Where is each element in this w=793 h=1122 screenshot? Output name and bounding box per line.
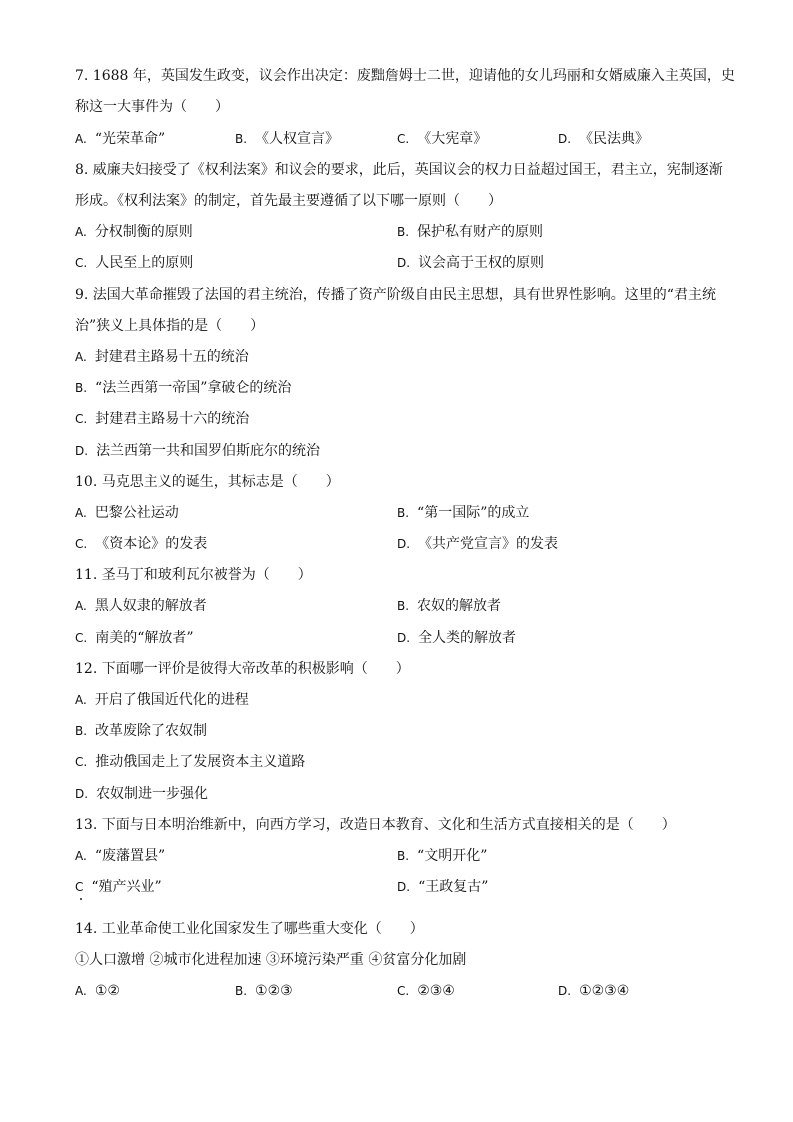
option-text: 全人类的解放者: [418, 630, 517, 646]
option-letter: C.: [75, 537, 88, 551]
option-text: 《民法典》: [579, 131, 650, 147]
option-text: 黑人奴隶的解放者: [94, 598, 207, 614]
question-14-stem-line-1: 14. 工业革命使工业化国家发生了哪些重大变化（ ）: [75, 921, 424, 937]
question-11-option-d: [397, 628, 516, 648]
option-text: “第一国际”的成立: [417, 505, 530, 521]
question-13-option-a: [75, 846, 165, 866]
question-8-option-d: [397, 253, 544, 273]
option-text: “王政复古”: [418, 879, 489, 895]
question-13-option-d: [397, 877, 488, 897]
question-14-option-d: [558, 981, 629, 1001]
question-9-stem-line-1: 9. 法国大革命摧毁了法国的君主统治，传播了资产阶级自由民主思想，具有世界性影响。这里的“君主统: [75, 287, 716, 303]
question-13-option-b: [397, 846, 487, 866]
option-text: “法兰西第一帝国”拿破仑的统治: [95, 380, 292, 396]
question-9-option-a: [75, 347, 249, 367]
option-text: 议会高于王权的原则: [418, 255, 545, 271]
question-9-option-c: [75, 409, 249, 429]
question-10-option-a: [75, 503, 179, 523]
option-text: ①②③: [255, 983, 293, 999]
option-text: 人民至上的原则: [95, 255, 194, 271]
option-letter: B.: [397, 849, 410, 863]
question-8-stem-line-2: 形成。《权利法案》的制定，首先最主要遵循了以下哪一原则（ ）: [75, 193, 502, 209]
question-8-option-c: [75, 253, 193, 273]
question-10-option-d: [397, 534, 558, 554]
option-text: 农奴的解放者: [417, 598, 502, 614]
question-7-stem-line-2: 称这一大事件为（ ）: [75, 99, 229, 115]
question-14-stem-line-2: ①人口激增 ②城市化进程加速 ③环境污染严重 ④贫富分化加剧: [75, 952, 467, 968]
question-11-option-c: [75, 628, 194, 648]
option-letter: D.: [397, 631, 411, 645]
option-letter: C.: [75, 256, 88, 270]
question-14-option-c: [397, 981, 455, 1001]
option-letter: D.: [397, 537, 411, 551]
question-14-option-b: [235, 981, 293, 1001]
option-letter: B.: [235, 132, 248, 146]
option-letter: A.: [75, 506, 87, 520]
question-12-option-b: [75, 721, 207, 741]
option-letter: C.: [75, 755, 88, 769]
option-letter: C.: [397, 132, 410, 146]
question-8-option-b: [397, 222, 543, 242]
question-7-option-b: [235, 129, 339, 149]
option-letter: B.: [397, 599, 410, 613]
option-letter: A.: [75, 225, 87, 239]
option-text: 改革废除了农奴制: [95, 723, 208, 739]
question-11-option-b: [397, 596, 501, 616]
question-11-stem: 11. 圣马丁和玻利瓦尔被誉为（ ）: [75, 567, 312, 583]
question-12-option-d: [75, 784, 208, 804]
option-text: 分权制衡的原则: [94, 224, 193, 240]
question-13-option-c: [75, 877, 162, 897]
option-letter: D.: [75, 444, 89, 458]
option-letter: D.: [397, 256, 411, 270]
option-text: 《资本论》的发表: [95, 536, 208, 552]
question-14-option-a: [75, 981, 120, 1001]
option-text: “废藩置县”: [94, 848, 166, 864]
option-text: ①②: [94, 983, 120, 999]
question-9-stem-line-2: 治”狭义上具体指的是（ ）: [75, 318, 265, 334]
stray-dot: [80, 898, 82, 900]
option-letter: A.: [75, 849, 87, 863]
option-letter: A.: [75, 350, 87, 364]
question-8-stem-line-1: 8. 威廉夫妇接受了《权利法案》和议会的要求，此后，英国议会的权力日益超过国王，君主立，宪制逐渐: [75, 162, 723, 178]
question-9-option-b: [75, 378, 291, 398]
option-letter: B.: [75, 724, 88, 738]
question-11-option-a: [75, 596, 207, 616]
option-letter: A.: [75, 984, 87, 998]
option-letter: A.: [75, 599, 87, 613]
option-letter: B.: [75, 381, 88, 395]
option-letter: B.: [397, 506, 410, 520]
option-letter: A.: [75, 132, 87, 146]
option-text: 巴黎公社运动: [94, 505, 179, 521]
option-letter: C.: [397, 984, 410, 998]
option-letter: D.: [558, 984, 572, 998]
option-text: 《大宪章》: [417, 131, 488, 147]
option-text: 保护私有财产的原则: [417, 224, 544, 240]
option-text: 农奴制进一步强化: [96, 786, 209, 802]
option-text: 法兰西第一共和国罗伯斯庇尔的统治: [96, 443, 321, 459]
option-text: 《人权宣言》: [255, 131, 340, 147]
option-text: 《共产党宣言》的发表: [418, 536, 559, 552]
option-text: 封建君主路易十五的统治: [94, 349, 249, 365]
question-10-option-b: [397, 503, 529, 523]
question-9-option-d: [75, 441, 320, 461]
option-text: 封建君主路易十六的统治: [95, 411, 250, 427]
option-text: 南美的“解放者”: [95, 630, 194, 646]
option-text: ①②③④: [579, 983, 630, 999]
option-text: 开启了俄国近代化的进程: [94, 692, 249, 708]
question-7-option-d: [558, 129, 649, 149]
option-letter: C: [75, 880, 84, 894]
question-13-stem: 13. 下面与日本明治维新中，向西方学习，改造日本教育、文化和生活方式直接相关的是（ ）: [75, 817, 676, 833]
option-text: “文明开化”: [417, 848, 488, 864]
option-text: 推动俄国走上了发展资本主义道路: [95, 754, 306, 770]
option-text: “殖产兴业”: [91, 879, 162, 895]
question-8-option-a: [75, 222, 193, 242]
option-text: ②③④: [417, 983, 455, 999]
option-letter: D.: [397, 880, 411, 894]
option-letter: B.: [235, 984, 248, 998]
question-10-stem: 10. 马克思主义的诞生，其标志是（ ）: [75, 474, 340, 490]
option-letter: C.: [75, 631, 88, 645]
question-12-option-c: [75, 752, 305, 772]
question-7-option-c: [397, 129, 487, 149]
option-letter: B.: [397, 225, 410, 239]
option-letter: D.: [75, 787, 89, 801]
question-12-stem: 12. 下面哪一评价是彼得大帝改革的积极影响（ ）: [75, 661, 410, 677]
option-letter: C.: [75, 412, 88, 426]
option-letter: D.: [558, 132, 572, 146]
option-text: “光荣革命”: [94, 131, 166, 147]
option-letter: A.: [75, 693, 87, 707]
question-7-stem-line-1: 7. 1688 年，英国发生政变，议会作出决定：废黜詹姆士二世，迎请他的女儿玛丽和女婿威廉入主英国，史: [75, 68, 735, 84]
question-12-option-a: [75, 690, 249, 710]
question-10-option-c: [75, 534, 207, 554]
question-7-option-a: [75, 129, 165, 149]
